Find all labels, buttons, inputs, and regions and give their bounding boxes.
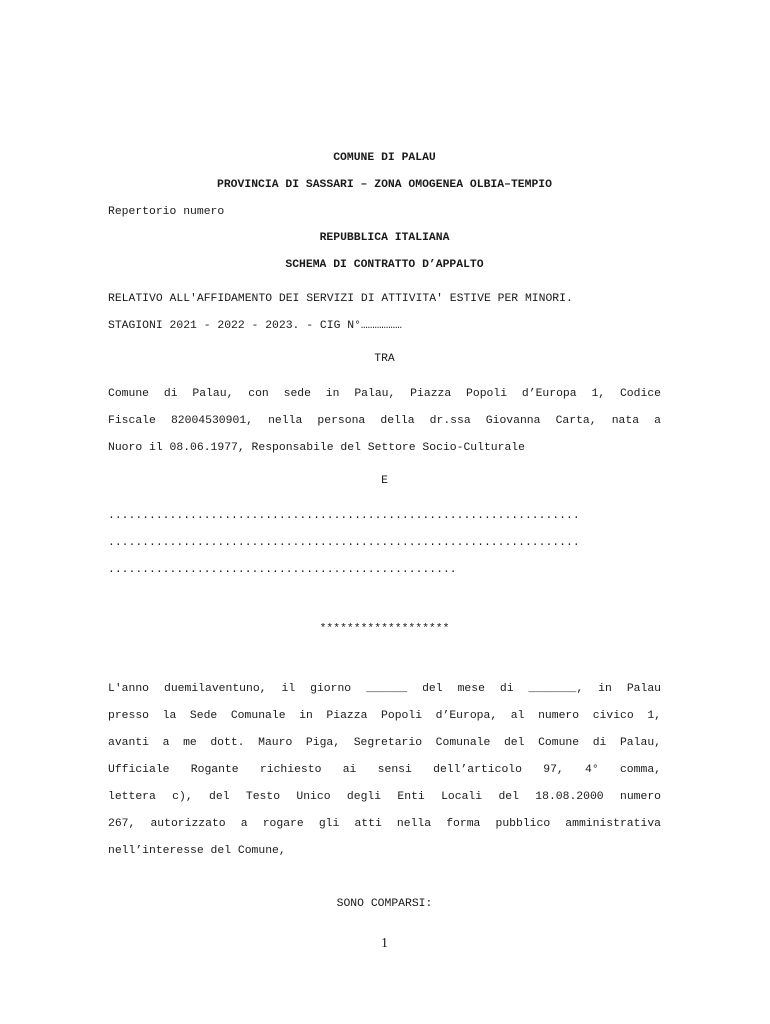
party1-line-3: Nuoro il 08.06.1977, Responsabile del Settore Socio-Culturale [108,442,525,454]
stars-separator: ******************* [319,623,450,635]
body-line-3: avanti a me dott. Mauro Piga, Segretario Comunale del Comune di Palau, [108,737,661,749]
body-line-6: 267, autorizzato a rogare gli atti nella forma pubblico amministrativa [108,818,661,830]
body-line-7: nell’interesse del Comune, [108,845,286,857]
dots-line-3: ................................................... [108,564,457,576]
sono-comparsi-label: SONO COMPARSI: [336,898,433,910]
subject-line-1: RELATIVO ALL'AFFIDAMENTO DEI SERVIZI DI ATTIVITA' ESTIVE PER MINORI. [108,293,573,305]
body-line-2: presso la Sede Comunale in Piazza Popoli d’Europa, al numero civico 1, [108,710,661,722]
body-line-4: Ufficiale Rogante richiesto ai sensi dell’articolo 97, 4° comma, [108,764,661,776]
body-line-1: L'anno duemilaventuno, il giorno ______ del mese di _______, in Palau [108,683,661,695]
heading-provincia: PROVINCIA DI SASSARI – ZONA OMOGENEA OLBIA–TEMPIO [217,179,552,191]
subject-line-2: STAGIONI 2021 - 2022 - 2023. - CIG N°……………… [108,320,402,332]
dots-line-2: ..................................................................... [108,537,580,549]
party1-line-2: Fiscale 82004530901, nella persona della dr.ssa Giovanna Carta, nata a [108,415,661,427]
repertorio-label: Repertorio numero [108,206,225,218]
heading-schema: SCHEMA DI CONTRATTO D’APPALTO [285,259,484,271]
tra-label: TRA [374,353,395,365]
e-label: E [381,475,388,487]
page-number: 1 [381,936,388,951]
heading-repubblica: REPUBBLICA ITALIANA [319,232,450,244]
dots-line-1: ..................................................................... [108,510,580,522]
heading-comune: COMUNE DI PALAU [333,152,436,164]
body-line-5: lettera c), del Testo Unico degli Enti Locali del 18.08.2000 numero [108,791,661,803]
party1-line-1: Comune di Palau, con sede in Palau, Piazza Popoli d’Europa 1, Codice [108,388,661,400]
